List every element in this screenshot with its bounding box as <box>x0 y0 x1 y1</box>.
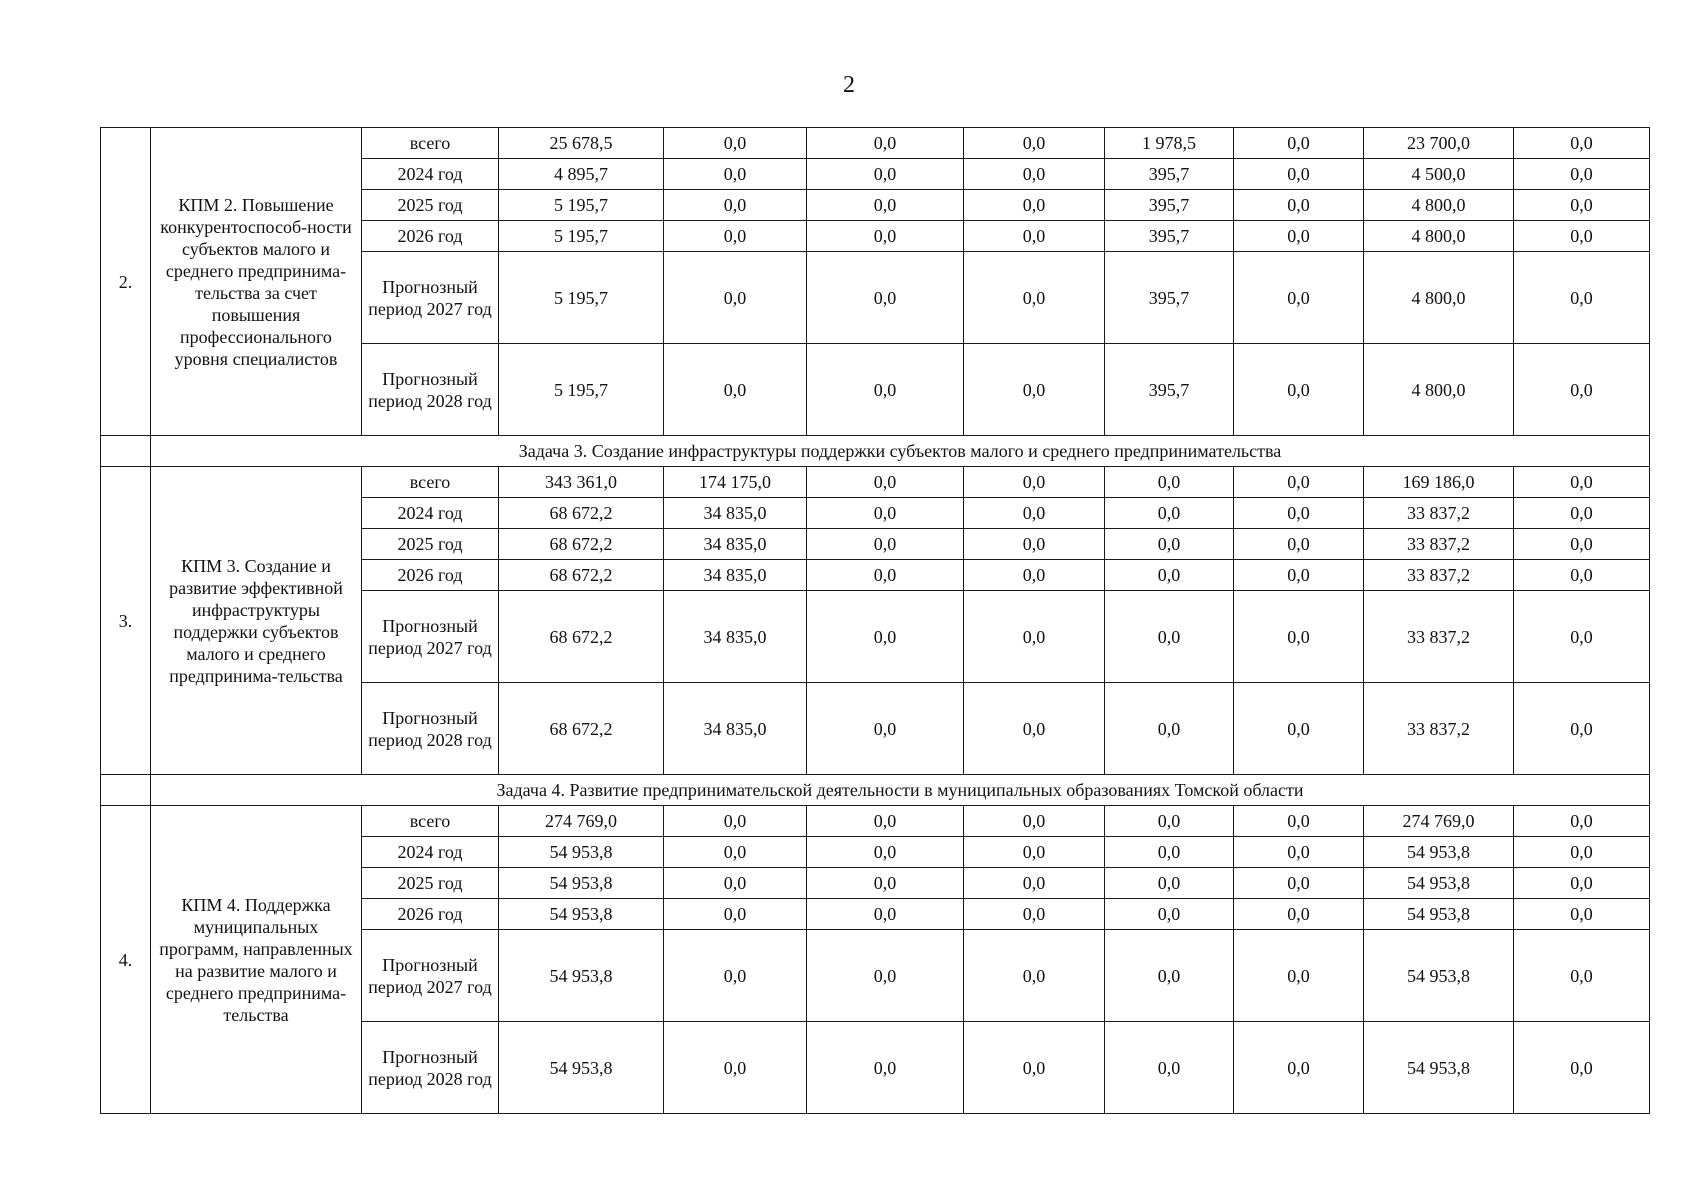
value-cell: 1 978,5 <box>1105 128 1234 159</box>
period-label: Прогнозный период 2027 год <box>362 591 499 683</box>
value-cell: 54 953,8 <box>1364 868 1514 899</box>
period-label: Прогнозный период 2028 год <box>362 683 499 775</box>
value-cell: 0,0 <box>1514 498 1650 529</box>
value-cell: 0,0 <box>807 498 964 529</box>
measure-name: КПМ 2. Повышение конкурентоспособ-ности субъектов малого и среднего предпринима-тельства за счет повышения профессионального уровня специалистов <box>151 128 362 436</box>
value-cell: 0,0 <box>964 1022 1105 1114</box>
value-cell: 0,0 <box>1234 467 1364 498</box>
value-cell: 33 837,2 <box>1364 529 1514 560</box>
period-label: 2024 год <box>362 837 499 868</box>
value-cell: 68 672,2 <box>499 591 664 683</box>
period-label: Прогнозный период 2028 год <box>362 344 499 436</box>
value-cell: 0,0 <box>964 128 1105 159</box>
value-cell: 274 769,0 <box>1364 806 1514 837</box>
value-cell: 54 953,8 <box>499 930 664 1022</box>
value-cell: 23 700,0 <box>1364 128 1514 159</box>
period-label: всего <box>362 467 499 498</box>
task-title: Задача 4. Развитие предпринимательской деятельности в муниципальных образованиях Томской области <box>151 775 1650 806</box>
value-cell: 0,0 <box>1234 837 1364 868</box>
value-cell: 0,0 <box>964 467 1105 498</box>
period-label: Прогнозный период 2027 год <box>362 252 499 344</box>
value-cell: 0,0 <box>807 467 964 498</box>
value-cell: 68 672,2 <box>499 683 664 775</box>
value-cell: 0,0 <box>1234 806 1364 837</box>
value-cell: 0,0 <box>807 159 964 190</box>
value-cell: 174 175,0 <box>664 467 807 498</box>
value-cell: 54 953,8 <box>1364 930 1514 1022</box>
measure-name: КПМ 4. Поддержка муниципальных программ, направленных на развитие малого и среднего предпринима-тельства <box>151 806 362 1114</box>
value-cell: 0,0 <box>664 221 807 252</box>
period-label: 2025 год <box>362 190 499 221</box>
period-label: 2024 год <box>362 498 499 529</box>
value-cell: 54 953,8 <box>499 1022 664 1114</box>
period-label: 2026 год <box>362 221 499 252</box>
value-cell: 5 195,7 <box>499 344 664 436</box>
value-cell: 68 672,2 <box>499 498 664 529</box>
value-cell: 0,0 <box>964 529 1105 560</box>
page-number: 2 <box>843 72 855 98</box>
value-cell: 0,0 <box>1514 190 1650 221</box>
value-cell: 0,0 <box>1234 683 1364 775</box>
period-label: 2024 год <box>362 159 499 190</box>
value-cell: 0,0 <box>964 159 1105 190</box>
value-cell: 169 186,0 <box>1364 467 1514 498</box>
value-cell: 34 835,0 <box>664 498 807 529</box>
value-cell: 54 953,8 <box>499 868 664 899</box>
item-number: 2. <box>101 128 151 436</box>
value-cell: 0,0 <box>1514 159 1650 190</box>
value-cell: 68 672,2 <box>499 529 664 560</box>
value-cell: 0,0 <box>1514 344 1650 436</box>
value-cell: 0,0 <box>807 868 964 899</box>
period-label: 2025 год <box>362 529 499 560</box>
value-cell: 0,0 <box>1514 128 1650 159</box>
value-cell: 0,0 <box>1234 344 1364 436</box>
value-cell: 4 800,0 <box>1364 252 1514 344</box>
value-cell: 0,0 <box>1514 837 1650 868</box>
value-cell: 343 361,0 <box>499 467 664 498</box>
value-cell: 0,0 <box>807 837 964 868</box>
value-cell: 25 678,5 <box>499 128 664 159</box>
value-cell: 0,0 <box>1234 221 1364 252</box>
value-cell: 0,0 <box>1105 930 1234 1022</box>
value-cell: 0,0 <box>964 498 1105 529</box>
value-cell: 0,0 <box>964 190 1105 221</box>
value-cell: 0,0 <box>964 591 1105 683</box>
value-cell: 274 769,0 <box>499 806 664 837</box>
period-label: 2026 год <box>362 899 499 930</box>
value-cell: 0,0 <box>807 529 964 560</box>
period-label: всего <box>362 128 499 159</box>
value-cell: 0,0 <box>664 128 807 159</box>
value-cell: 0,0 <box>664 344 807 436</box>
value-cell: 0,0 <box>807 899 964 930</box>
value-cell: 4 800,0 <box>1364 344 1514 436</box>
value-cell: 0,0 <box>807 190 964 221</box>
value-cell: 0,0 <box>1105 1022 1234 1114</box>
value-cell: 395,7 <box>1105 159 1234 190</box>
value-cell: 0,0 <box>807 930 964 1022</box>
value-cell: 34 835,0 <box>664 683 807 775</box>
value-cell: 0,0 <box>664 806 807 837</box>
value-cell: 0,0 <box>1514 930 1650 1022</box>
value-cell: 0,0 <box>964 560 1105 591</box>
value-cell: 0,0 <box>1105 498 1234 529</box>
value-cell: 54 953,8 <box>1364 837 1514 868</box>
value-cell: 54 953,8 <box>1364 899 1514 930</box>
value-cell: 0,0 <box>1105 868 1234 899</box>
value-cell: 0,0 <box>807 344 964 436</box>
value-cell: 0,0 <box>664 930 807 1022</box>
value-cell: 34 835,0 <box>664 591 807 683</box>
value-cell: 395,7 <box>1105 344 1234 436</box>
value-cell: 33 837,2 <box>1364 591 1514 683</box>
value-cell: 0,0 <box>807 1022 964 1114</box>
value-cell: 5 195,7 <box>499 221 664 252</box>
value-cell: 0,0 <box>964 899 1105 930</box>
value-cell: 0,0 <box>1514 683 1650 775</box>
value-cell: 0,0 <box>1234 529 1364 560</box>
value-cell: 0,0 <box>964 344 1105 436</box>
value-cell: 0,0 <box>1105 591 1234 683</box>
value-cell: 0,0 <box>807 560 964 591</box>
value-cell: 0,0 <box>1105 560 1234 591</box>
value-cell: 395,7 <box>1105 221 1234 252</box>
value-cell: 0,0 <box>964 868 1105 899</box>
value-cell: 68 672,2 <box>499 560 664 591</box>
value-cell: 0,0 <box>664 868 807 899</box>
value-cell: 4 895,7 <box>499 159 664 190</box>
value-cell: 0,0 <box>1514 467 1650 498</box>
value-cell: 0,0 <box>807 591 964 683</box>
value-cell: 5 195,7 <box>499 252 664 344</box>
value-cell: 54 953,8 <box>499 899 664 930</box>
value-cell: 33 837,2 <box>1364 498 1514 529</box>
value-cell: 0,0 <box>1105 467 1234 498</box>
value-cell: 0,0 <box>1234 159 1364 190</box>
value-cell: 0,0 <box>1514 529 1650 560</box>
value-cell: 0,0 <box>1234 128 1364 159</box>
value-cell: 0,0 <box>807 806 964 837</box>
value-cell: 0,0 <box>807 683 964 775</box>
task-row <box>101 436 1650 467</box>
value-cell: 0,0 <box>664 1022 807 1114</box>
item-number: 4. <box>101 806 151 1114</box>
value-cell: 0,0 <box>964 252 1105 344</box>
table-row <box>101 467 1650 498</box>
value-cell: 0,0 <box>1234 252 1364 344</box>
value-cell: 0,0 <box>807 252 964 344</box>
value-cell: 0,0 <box>1105 899 1234 930</box>
period-label: Прогнозный период 2027 год <box>362 930 499 1022</box>
value-cell: 54 953,8 <box>499 837 664 868</box>
value-cell: 0,0 <box>1234 1022 1364 1114</box>
value-cell: 0,0 <box>1234 868 1364 899</box>
value-cell: 0,0 <box>1234 899 1364 930</box>
table-body <box>101 128 1650 1114</box>
value-cell: 395,7 <box>1105 190 1234 221</box>
value-cell: 33 837,2 <box>1364 560 1514 591</box>
value-cell: 395,7 <box>1105 252 1234 344</box>
value-cell: 0,0 <box>1105 529 1234 560</box>
value-cell: 0,0 <box>964 930 1105 1022</box>
value-cell: 0,0 <box>964 806 1105 837</box>
value-cell: 0,0 <box>807 221 964 252</box>
value-cell: 0,0 <box>664 837 807 868</box>
value-cell: 5 195,7 <box>499 190 664 221</box>
value-cell: 4 800,0 <box>1364 190 1514 221</box>
value-cell: 33 837,2 <box>1364 683 1514 775</box>
value-cell: 0,0 <box>1514 221 1650 252</box>
measure-name: КПМ 3. Создание и развитие эффективной инфраструктуры поддержки субъектов малого и среднего предпринима-тельства <box>151 467 362 775</box>
value-cell: 0,0 <box>964 221 1105 252</box>
table-row <box>101 806 1650 837</box>
task-title: Задача 3. Создание инфраструктуры поддержки субъектов малого и среднего предпринимательства <box>151 436 1650 467</box>
value-cell: 0,0 <box>1514 1022 1650 1114</box>
value-cell: 4 500,0 <box>1364 159 1514 190</box>
value-cell: 34 835,0 <box>664 560 807 591</box>
value-cell: 0,0 <box>1234 591 1364 683</box>
period-label: всего <box>362 806 499 837</box>
period-label: Прогнозный период 2028 год <box>362 1022 499 1114</box>
value-cell: 0,0 <box>1234 560 1364 591</box>
period-label: 2026 год <box>362 560 499 591</box>
value-cell: 0,0 <box>807 128 964 159</box>
value-cell: 0,0 <box>1514 868 1650 899</box>
value-cell: 54 953,8 <box>1364 1022 1514 1114</box>
value-cell: 0,0 <box>1234 930 1364 1022</box>
value-cell: 0,0 <box>964 683 1105 775</box>
value-cell: 0,0 <box>664 190 807 221</box>
value-cell: 0,0 <box>1514 899 1650 930</box>
table-row <box>101 128 1650 159</box>
value-cell: 0,0 <box>664 252 807 344</box>
value-cell: 0,0 <box>964 837 1105 868</box>
value-cell: 34 835,0 <box>664 529 807 560</box>
value-cell: 4 800,0 <box>1364 221 1514 252</box>
value-cell: 0,0 <box>1514 806 1650 837</box>
period-label: 2025 год <box>362 868 499 899</box>
value-cell: 0,0 <box>1105 837 1234 868</box>
budget-table <box>100 127 1650 1114</box>
value-cell: 0,0 <box>1514 591 1650 683</box>
value-cell: 0,0 <box>1234 498 1364 529</box>
value-cell: 0,0 <box>1234 190 1364 221</box>
value-cell: 0,0 <box>1514 560 1650 591</box>
value-cell: 0,0 <box>1514 252 1650 344</box>
task-number-cell <box>101 436 151 467</box>
task-number-cell <box>101 775 151 806</box>
value-cell: 0,0 <box>664 159 807 190</box>
value-cell: 0,0 <box>1105 806 1234 837</box>
value-cell: 0,0 <box>1105 683 1234 775</box>
value-cell: 0,0 <box>664 899 807 930</box>
task-row <box>101 775 1650 806</box>
item-number: 3. <box>101 467 151 775</box>
